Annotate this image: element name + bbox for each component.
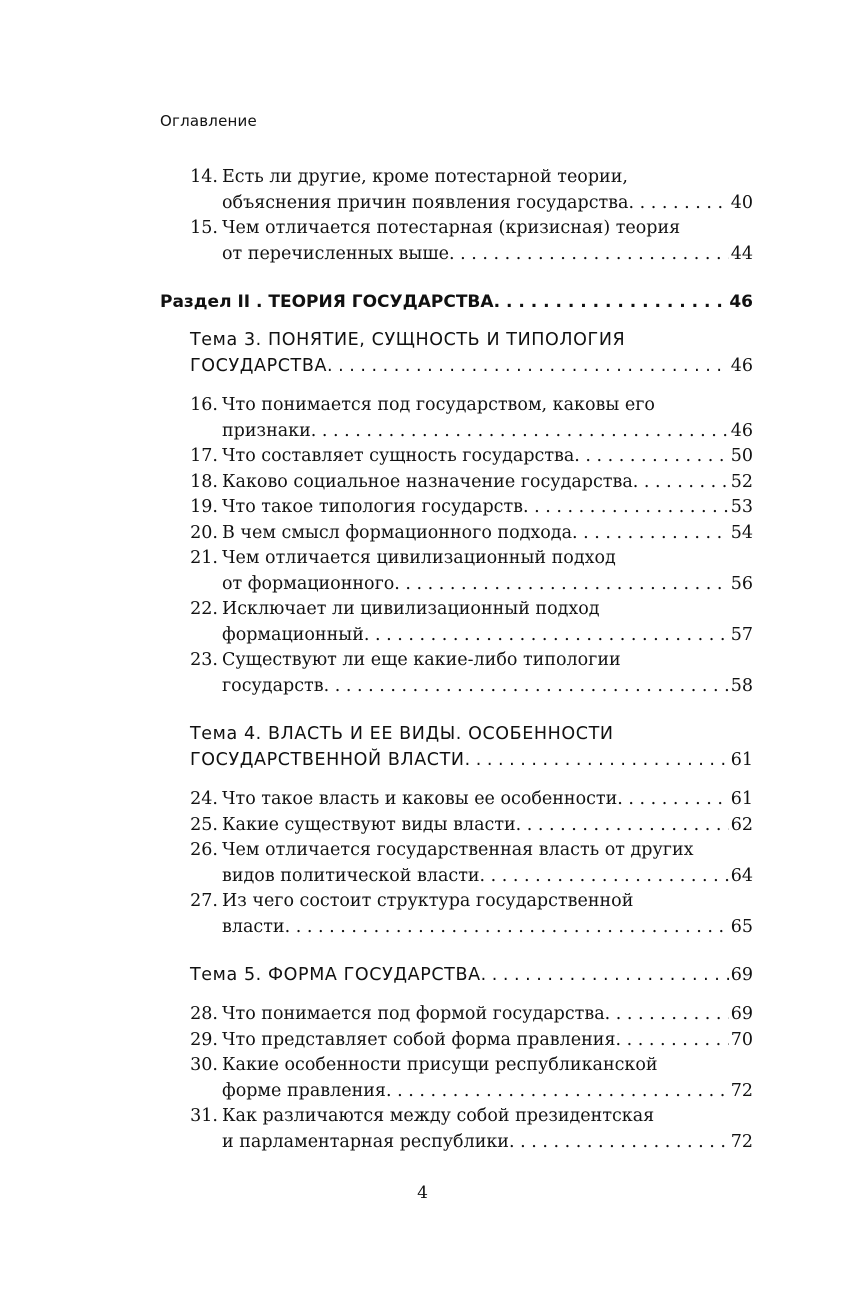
toc-entry-page-number: 69 bbox=[730, 1004, 753, 1024]
toc-entry-title-last-line: Что понимается под формой государства bbox=[222, 1004, 605, 1024]
toc-group-topic-3 bbox=[160, 393, 753, 699]
topic-4-heading[interactable] bbox=[190, 721, 753, 773]
toc-entry-title-line: Из чего состоит структура государственной bbox=[222, 891, 634, 911]
leader-dots bbox=[311, 419, 729, 445]
toc-entry[interactable] bbox=[160, 889, 753, 940]
toc-entry-number: 29. bbox=[190, 1029, 218, 1050]
toc-entry-body bbox=[222, 1028, 753, 1054]
toc-entry-page-number: 53 bbox=[730, 497, 753, 517]
running-head: Оглавление bbox=[160, 112, 257, 130]
leader-dots bbox=[574, 444, 728, 470]
toc-entry-number: 20. bbox=[190, 522, 218, 543]
toc-entry-number: 14. bbox=[190, 167, 218, 187]
leader-dots bbox=[480, 864, 729, 890]
topic-5-heading[interactable] bbox=[190, 962, 753, 988]
toc-entry-title-last-line: Что составляет сущность государства bbox=[222, 446, 575, 466]
page-folio-number: 4 bbox=[417, 1183, 428, 1203]
toc-entry-body bbox=[222, 813, 753, 839]
section-title: Раздел II . ТЕОРИЯ ГОСУДАРСТВА bbox=[160, 292, 494, 312]
toc-entry[interactable] bbox=[160, 1053, 753, 1104]
toc-entry-number: 15. bbox=[190, 218, 218, 238]
topic-5-title: Тема 5. ФОРМА ГОСУДАРСТВА bbox=[190, 965, 481, 985]
toc-entry-body bbox=[222, 648, 753, 699]
leader-dots bbox=[394, 572, 728, 598]
toc-entry[interactable] bbox=[160, 813, 753, 839]
toc-entry-number: 16. bbox=[190, 395, 218, 415]
toc-entry-page-number: 61 bbox=[730, 789, 753, 809]
toc-entry-body bbox=[222, 1053, 753, 1104]
toc-entry-page-number: 52 bbox=[730, 471, 753, 492]
leader-dots bbox=[481, 962, 729, 988]
leader-dots bbox=[364, 623, 729, 649]
toc-entry-body bbox=[222, 393, 753, 444]
topic-3-title-line-2: ГОСУДАРСТВА bbox=[190, 356, 328, 376]
toc-entry-page-number: 40 bbox=[730, 192, 753, 213]
toc-entry[interactable] bbox=[160, 597, 753, 648]
leader-dots bbox=[523, 495, 729, 521]
toc-entry-body bbox=[222, 889, 753, 940]
toc-entry-title-line: Чем отличается потестарная (кризисная) теория bbox=[222, 218, 681, 238]
toc-entry-page-number: 62 bbox=[730, 814, 753, 835]
toc-entry[interactable] bbox=[160, 216, 753, 267]
toc-entry-title-line: Как различаются между собой президентская bbox=[222, 1106, 655, 1126]
leader-dots bbox=[324, 674, 729, 700]
toc-group-topic-5 bbox=[160, 1002, 753, 1155]
toc-entry-page-number: 65 bbox=[730, 916, 753, 937]
toc-entry-number: 31. bbox=[190, 1106, 218, 1126]
toc-entry-number: 19. bbox=[190, 497, 218, 517]
topic-4-title-line-1: Тема 4. ВЛАСТЬ И ЕЕ ВИДЫ. ОСОБЕННОСТИ bbox=[190, 724, 614, 744]
toc-entry-number: 23. bbox=[190, 650, 218, 670]
topic-3-heading[interactable] bbox=[190, 327, 753, 379]
toc-entry-title-last-line: Каково социальное назначение государства bbox=[222, 471, 633, 492]
toc-entry-number: 25. bbox=[190, 814, 218, 835]
toc-entry-title-line: Есть ли другие, кроме потестарной теории, bbox=[222, 167, 628, 187]
toc-entry-title-line: Исключает ли цивилизационный подход bbox=[222, 599, 600, 619]
toc-entry-number: 26. bbox=[190, 840, 218, 860]
toc-entry-title-line: Чем отличается государственная власть от других bbox=[222, 840, 694, 860]
leader-dots bbox=[327, 353, 729, 379]
toc-entry-title-last-line: форме правления bbox=[222, 1080, 386, 1101]
toc-entry[interactable] bbox=[160, 393, 753, 444]
toc-entry-body bbox=[222, 546, 753, 597]
topic-4-title-line-2: ГОСУДАРСТВЕННОЙ ВЛАСТИ bbox=[190, 750, 465, 770]
toc-entry-title-last-line: Что такое типология государств bbox=[222, 497, 523, 517]
leader-dots bbox=[386, 1079, 729, 1105]
toc-entry-title-last-line: государств bbox=[222, 675, 324, 696]
toc-entry-title-last-line: признаки bbox=[222, 420, 311, 441]
toc-entry-page-number: 72 bbox=[730, 1131, 753, 1152]
toc-entry-body bbox=[222, 470, 753, 496]
toc-entry-page-number: 57 bbox=[730, 624, 753, 645]
toc-entry-number: 27. bbox=[190, 891, 218, 911]
toc-entry-body bbox=[222, 597, 753, 648]
toc-entry-title-last-line: от перечисленных выше bbox=[222, 243, 449, 264]
toc-entry[interactable] bbox=[160, 470, 753, 496]
toc-entry-page-number: 56 bbox=[730, 573, 753, 594]
toc-entry[interactable] bbox=[160, 838, 753, 889]
section-heading[interactable] bbox=[160, 289, 753, 315]
leader-dots bbox=[633, 470, 729, 496]
toc-entry-number: 22. bbox=[190, 599, 218, 619]
topic-3-page-number: 46 bbox=[730, 356, 753, 376]
leader-dots bbox=[616, 1028, 729, 1054]
topic-5-page-number: 69 bbox=[730, 965, 753, 985]
toc-entry[interactable] bbox=[160, 546, 753, 597]
toc-entry-title-line: Что понимается под государством, каковы его bbox=[222, 395, 655, 415]
toc-entry-number: 30. bbox=[190, 1055, 218, 1075]
leader-dots bbox=[572, 521, 729, 547]
toc-entry-number: 17. bbox=[190, 446, 218, 466]
table-of-contents bbox=[160, 165, 753, 1177]
toc-entry-body bbox=[222, 521, 753, 547]
topic-3-title-line-1: Тема 3. ПОНЯТИЕ, СУЩНОСТЬ И ТИПОЛОГИЯ bbox=[190, 330, 626, 350]
toc-entry-title-last-line: Что такое власть и каковы ее особенности bbox=[222, 789, 618, 809]
toc-entry-title-last-line: объяснения причин появления государства bbox=[222, 192, 629, 213]
section-page-number: 46 bbox=[729, 292, 753, 312]
toc-entry-page-number: 46 bbox=[730, 420, 753, 441]
toc-entry-title-last-line: Какие существуют виды власти bbox=[222, 814, 516, 835]
leader-dots bbox=[617, 787, 728, 813]
leader-dots bbox=[605, 1002, 729, 1028]
leader-dots bbox=[285, 915, 729, 941]
leader-dots bbox=[465, 747, 729, 773]
toc-entry-title-line: Какие особенности присущи республиканской bbox=[222, 1055, 658, 1075]
toc-entry-title-last-line: и парламентарная республики bbox=[222, 1131, 509, 1152]
leader-dots bbox=[509, 1130, 729, 1156]
toc-entry[interactable] bbox=[160, 648, 753, 699]
toc-entry[interactable] bbox=[160, 444, 753, 470]
toc-entry[interactable] bbox=[160, 165, 753, 216]
toc-entry-title-last-line: Что представляет собой форма правления bbox=[222, 1029, 616, 1050]
toc-group-topic-4 bbox=[160, 787, 753, 940]
toc-entry[interactable] bbox=[160, 521, 753, 547]
toc-entry[interactable] bbox=[160, 495, 753, 521]
toc-entry-page-number: 44 bbox=[730, 243, 753, 264]
toc-entry-body bbox=[222, 165, 753, 216]
toc-entry[interactable] bbox=[160, 1002, 753, 1028]
toc-entry-number: 28. bbox=[190, 1004, 218, 1024]
toc-entry-page-number: 50 bbox=[730, 446, 753, 466]
toc-entry-title-line: Существуют ли еще какие-либо типологии bbox=[222, 650, 621, 670]
toc-entry-title-last-line: от формационного bbox=[222, 573, 395, 594]
leader-dots bbox=[516, 813, 729, 839]
toc-entry[interactable] bbox=[160, 1028, 753, 1054]
toc-entry-body bbox=[222, 838, 753, 889]
leader-dots bbox=[494, 289, 728, 315]
toc-entry-page-number: 64 bbox=[730, 865, 753, 886]
toc-entry-page-number: 58 bbox=[730, 675, 753, 696]
toc-entry-page-number: 72 bbox=[730, 1080, 753, 1101]
toc-entry[interactable] bbox=[160, 1104, 753, 1155]
toc-entry-number: 18. bbox=[190, 471, 218, 492]
toc-entry-body bbox=[222, 1002, 753, 1028]
toc-entry-title-last-line: В чем смысл формационного подхода bbox=[222, 522, 572, 543]
toc-group-intro bbox=[160, 165, 753, 267]
toc-entry[interactable] bbox=[160, 787, 753, 813]
toc-entry-page-number: 70 bbox=[730, 1029, 753, 1050]
toc-entry-body bbox=[222, 1104, 753, 1155]
toc-entry-body bbox=[222, 787, 753, 813]
toc-entry-number: 21. bbox=[190, 548, 218, 568]
toc-entry-body bbox=[222, 444, 753, 470]
toc-entry-number: 24. bbox=[190, 789, 218, 809]
topic-4-page-number: 61 bbox=[730, 750, 753, 770]
toc-entry-title-line: Чем отличается цивилизационный подход bbox=[222, 548, 616, 568]
toc-entry-page-number: 54 bbox=[730, 522, 753, 543]
toc-entry-body bbox=[222, 216, 753, 267]
toc-entry-title-last-line: власти bbox=[222, 916, 285, 937]
toc-entry-title-last-line: формационный bbox=[222, 624, 364, 645]
toc-entry-body bbox=[222, 495, 753, 521]
leader-dots bbox=[628, 191, 728, 217]
toc-entry-title-last-line: видов политической власти bbox=[222, 865, 480, 886]
leader-dots bbox=[449, 242, 729, 268]
